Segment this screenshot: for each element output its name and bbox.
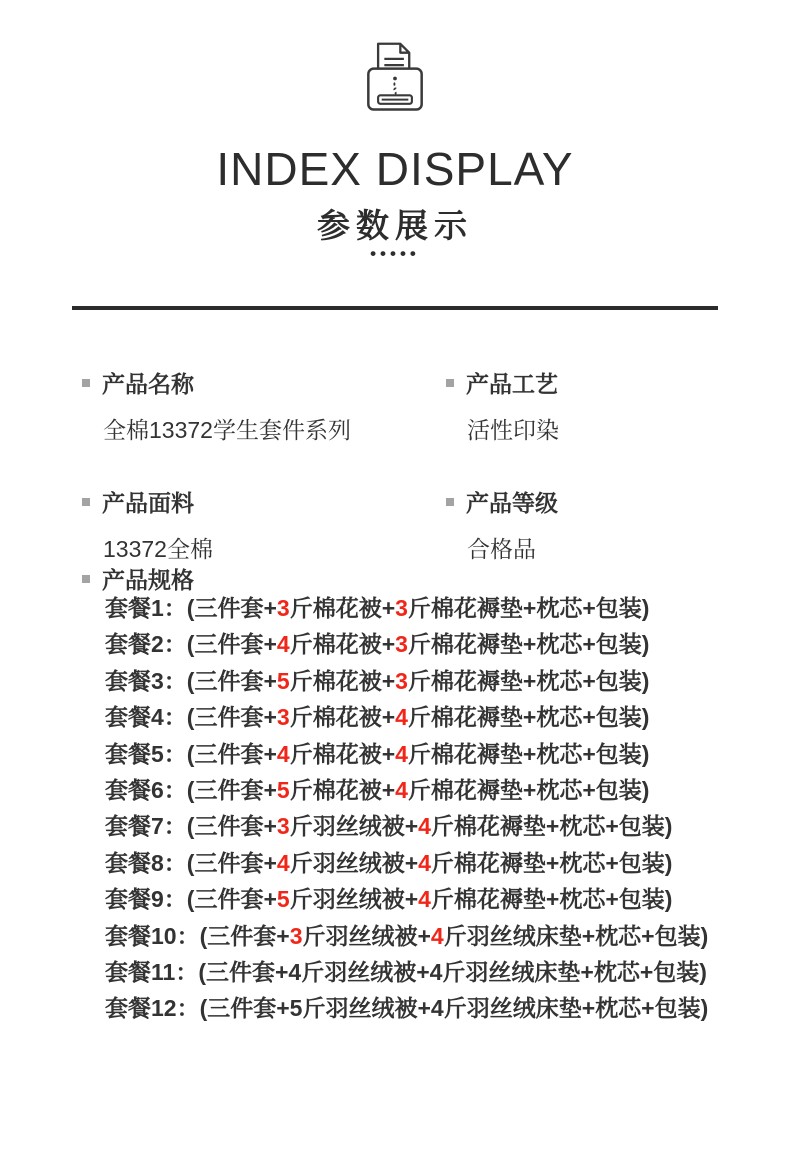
- package-text: ：(三件套+: [163, 886, 277, 913]
- title-dots-decoration: •••••: [370, 244, 420, 263]
- package-text: ：(三件套+: [163, 704, 277, 731]
- spec-value: 活性印染: [467, 417, 559, 443]
- package-text: 斤棉花褥垫+枕芯+包装): [430, 886, 673, 913]
- package-row: [105, 845, 708, 881]
- package-row: [105, 736, 708, 772]
- page-title-zh: 参数展示: [317, 207, 473, 244]
- spec-label: 产品工艺: [466, 371, 558, 397]
- package-quantity-highlight: 5: [276, 886, 290, 913]
- package-row: [105, 954, 708, 990]
- package-quantity-highlight: 4: [430, 922, 444, 949]
- package-row: [105, 808, 708, 844]
- package-name: 套餐8: [105, 849, 164, 876]
- package-name: 套餐11: [105, 959, 176, 986]
- spec-label: 产品面料: [102, 490, 194, 516]
- package-text: 斤棉花被+: [289, 631, 396, 658]
- spec-section-label: 产品规格: [102, 567, 194, 593]
- package-name: 套餐1: [105, 595, 164, 621]
- package-text: ：(三件套+: [163, 740, 277, 767]
- package-quantity-highlight: 4: [276, 631, 290, 658]
- package-text: ：(三件套+4斤羽丝绒被+4斤羽丝绒床垫+枕芯+包装): [175, 959, 707, 986]
- package-row: [105, 590, 708, 626]
- package-text: 斤棉花被+: [289, 740, 396, 767]
- package-text: 斤棉花被+: [289, 704, 396, 731]
- package-text: ：(三件套+: [163, 667, 277, 694]
- package-row: [105, 663, 708, 699]
- package-text: ：(三件套+: [176, 922, 290, 949]
- package-name: 套餐9: [105, 886, 164, 913]
- package-text: 斤羽丝绒被+: [289, 849, 419, 876]
- package-text: 斤棉花被+: [289, 777, 396, 804]
- package-name: 套餐6: [105, 777, 164, 804]
- package-quantity-highlight: 4: [395, 740, 408, 767]
- package-text: ：(三件套+: [163, 813, 277, 840]
- spec-item: [446, 366, 730, 445]
- spec-value: 13372全棉: [103, 536, 213, 562]
- package-text: 斤棉花褥垫+枕芯+包装): [407, 740, 650, 767]
- package-text: 斤棉花被+: [289, 667, 396, 694]
- package-quantity-highlight: 3: [289, 922, 303, 949]
- package-name: 套餐7: [105, 813, 164, 840]
- package-text: 斤棉花褥垫+枕芯+包装): [407, 704, 650, 731]
- spec-value: 合格品: [467, 536, 536, 562]
- bullet-square-icon: [82, 379, 90, 387]
- package-text: 斤羽丝绒被+: [302, 922, 431, 949]
- package-text: ：(三件套+: [163, 849, 277, 876]
- package-text: 斤棉花褥垫+枕芯+包装): [407, 667, 650, 694]
- package-text: 斤棉花被+: [289, 595, 396, 621]
- package-quantity-highlight: 3: [395, 595, 408, 621]
- package-quantity-highlight: 3: [276, 704, 290, 731]
- package-text: 斤棉花褥垫+枕芯+包装): [407, 631, 650, 658]
- package-text: ：(三件套+: [163, 777, 277, 804]
- spec-item: [82, 366, 446, 445]
- package-quantity-highlight: 5: [276, 667, 290, 694]
- package-quantity-highlight: 3: [395, 667, 408, 694]
- package-text: ：(三件套+5斤羽丝绒被+4斤羽丝绒床垫+枕芯+包装): [176, 995, 709, 1022]
- package-quantity-highlight: 4: [276, 740, 290, 767]
- package-quantity-highlight: 5: [276, 777, 290, 804]
- spec-item: [446, 485, 730, 564]
- bullet-square-icon: [82, 575, 90, 583]
- package-quantity-highlight: 3: [276, 595, 290, 621]
- section-divider: [72, 306, 718, 310]
- package-list: [105, 590, 708, 1027]
- specs-grid: [82, 366, 730, 564]
- bullet-square-icon: [446, 498, 454, 506]
- package-row: [105, 990, 708, 1026]
- package-quantity-highlight: 4: [276, 849, 290, 876]
- spec-item: [82, 485, 446, 564]
- package-text: 斤羽丝绒床垫+枕芯+包装): [443, 922, 709, 949]
- package-row: [105, 918, 708, 954]
- package-name: 套餐10: [105, 922, 177, 949]
- package-text: 斤棉花褥垫+枕芯+包装): [407, 777, 650, 804]
- package-quantity-highlight: 3: [395, 631, 408, 658]
- spec-value: 全棉13372学生套件系列: [103, 417, 351, 443]
- package-row: [105, 772, 708, 808]
- package-text: 斤羽丝绒被+: [289, 813, 419, 840]
- package-text: 斤羽丝绒被+: [289, 886, 419, 913]
- package-text: 斤棉花褥垫+枕芯+包装): [407, 595, 650, 621]
- package-name: 套餐5: [105, 740, 164, 767]
- package-text: ：(三件套+: [163, 595, 277, 621]
- package-quantity-highlight: 4: [418, 849, 431, 876]
- bullet-square-icon: [446, 379, 454, 387]
- package-name: 套餐2: [105, 631, 164, 658]
- package-quantity-highlight: 4: [395, 704, 408, 731]
- package-quantity-highlight: 4: [395, 777, 408, 804]
- package-quantity-highlight: 4: [418, 813, 431, 840]
- spec-label: 产品等级: [466, 490, 558, 516]
- package-text: 斤棉花褥垫+枕芯+包装): [430, 849, 673, 876]
- package-name: 套餐4: [105, 704, 164, 731]
- package-text: ：(三件套+: [163, 631, 277, 658]
- package-row: [105, 626, 708, 662]
- header-icon-wrap: [0, 36, 790, 117]
- bullet-square-icon: [82, 498, 90, 506]
- spec-label: 产品名称: [102, 371, 194, 397]
- package-name: 套餐12: [105, 995, 177, 1022]
- page-title-en: INDEX DISPLAY: [216, 143, 574, 195]
- package-quantity-highlight: 3: [276, 813, 290, 840]
- package-row: [105, 699, 708, 735]
- package-name: 套餐3: [105, 667, 164, 694]
- package-quantity-highlight: 4: [418, 886, 431, 913]
- package-row: [105, 881, 708, 917]
- printer-document-icon: [355, 36, 435, 117]
- package-text: 斤棉花褥垫+枕芯+包装): [430, 813, 673, 840]
